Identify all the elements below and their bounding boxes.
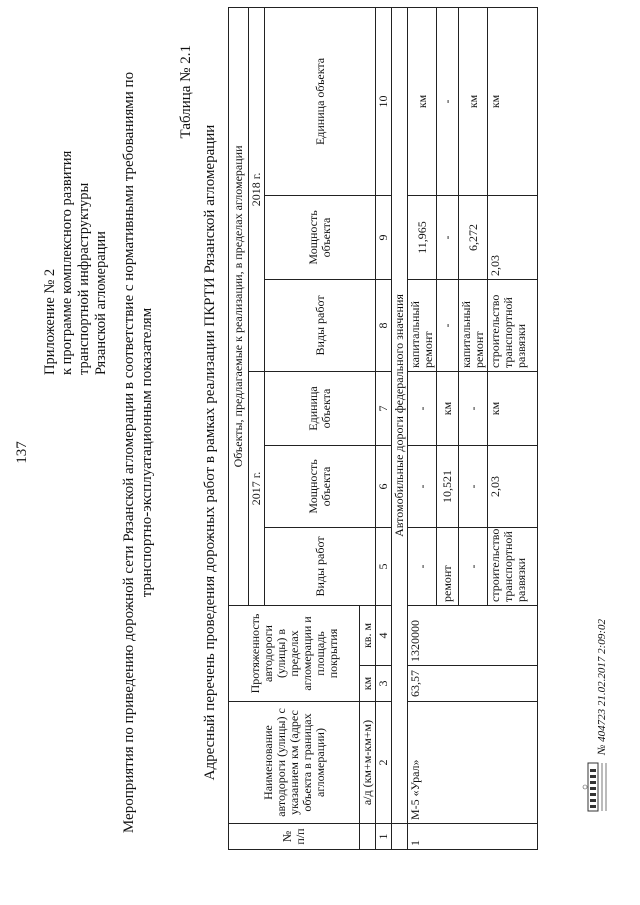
row-road-name: М-5 «Урал» xyxy=(408,702,538,824)
column-number: 9 xyxy=(376,195,392,279)
row-length-km: 63,57 xyxy=(408,666,538,702)
column-number: 1 xyxy=(376,824,392,850)
column-number: 8 xyxy=(376,279,392,371)
unit-2017: км xyxy=(437,371,459,445)
column-number: 3 xyxy=(376,666,392,702)
table-title: Адресный перечень проведения дорожных работ в рамках реализации ПКРТИ Рязанской агломерации xyxy=(202,124,218,781)
header-row-1 xyxy=(229,7,249,849)
table-number: Таблица № 2.1 xyxy=(178,45,194,139)
row-length-m2: 1320000 xyxy=(408,605,538,665)
work-type-2018: - xyxy=(437,279,459,371)
section-title: Автомобильные дороги федерального значения xyxy=(392,7,408,823)
appendix-line-1: Приложение № 2 xyxy=(42,268,58,375)
unit-2017: км xyxy=(488,371,538,445)
header-objects: Объекты, предлагаемые к реализации, в пределах агломерации xyxy=(229,7,249,605)
work-type-2017: ремонт xyxy=(437,527,459,605)
capacity-2018: - xyxy=(437,195,459,279)
header-year-2018: 2018 г. xyxy=(249,7,265,371)
capacity-2017: 10,521 xyxy=(437,445,459,527)
capacity-2018: 2,03 xyxy=(488,195,538,279)
header-road-name-sub: а/д (км+м-км+м) xyxy=(360,702,376,824)
header-work-type-2018: Виды работ xyxy=(265,279,376,371)
header-year-2017: 2017 г. xyxy=(249,371,265,605)
appendix-line-3: транспортной инфраструктуры xyxy=(76,182,92,375)
section-empty-cell xyxy=(392,824,408,850)
registration-stamp-icon xyxy=(582,757,616,817)
unit-2018: км xyxy=(488,7,538,195)
work-type-2018: капитальный ремонт xyxy=(408,279,437,371)
column-number: 7 xyxy=(376,371,392,445)
capacity-2018: 6,272 xyxy=(459,195,488,279)
unit-2018: км xyxy=(408,7,437,195)
unit-2018: - xyxy=(437,7,459,195)
page-number: 137 xyxy=(14,441,30,464)
appendix-line-2: к программе комплексного развития xyxy=(59,150,75,375)
column-numbers-row xyxy=(376,7,392,849)
column-number: 4 xyxy=(376,605,392,665)
capacity-2017: - xyxy=(459,445,488,527)
capacity-2017: 2,03 xyxy=(488,445,538,527)
header-capacity-2017: Мощность объекта xyxy=(265,445,376,527)
document-title-line-2: транспортно-эксплуатационным показателям xyxy=(139,307,155,598)
header-length: Протяженность автодороги (улицы) в пределах агломерации и площадь покрытия xyxy=(229,605,360,701)
road-works-table xyxy=(228,8,538,850)
table-row xyxy=(408,7,437,849)
unit-2017: - xyxy=(408,371,437,445)
header-work-type-2017: Виды работ xyxy=(265,527,376,605)
work-type-2017: строительство транспортной развязки xyxy=(488,527,538,605)
capacity-2017: - xyxy=(408,445,437,527)
work-type-2018: капитальный ремонт xyxy=(459,279,488,371)
header-unit-2017: Единица объекта xyxy=(265,371,376,445)
header-unit-2018: Единица объекта xyxy=(265,7,376,195)
document-registration-number: № 404723 21.02.2017 2:09:02 xyxy=(596,619,608,755)
document-title xyxy=(120,60,156,845)
header-empty xyxy=(360,824,376,850)
section-row xyxy=(392,7,408,849)
document-title-line-1: Мероприятия по приведению дорожной сети Рязанской агломерации в соответствие с нормативными требованиями по xyxy=(121,71,137,834)
appendix-line-4: Рязанской агломерации xyxy=(93,231,109,375)
column-number: 6 xyxy=(376,445,392,527)
capacity-2018: 11,965 xyxy=(408,195,437,279)
header-capacity-2018: Мощность объекта xyxy=(265,195,376,279)
header-length-km: км xyxy=(360,666,376,702)
header-length-m2: кв. м xyxy=(360,605,376,665)
column-number: 10 xyxy=(376,7,392,195)
work-type-2017: - xyxy=(459,527,488,605)
header-road-name: Наименование автодороги (улицы) с указанием км (адрес объекта в границах агломерации) xyxy=(229,702,360,824)
header-num: № п/п xyxy=(229,824,360,850)
unit-2018: км xyxy=(459,7,488,195)
column-number: 2 xyxy=(376,702,392,824)
work-type-2017: - xyxy=(408,527,437,605)
work-type-2018: строительство транспортной развязки xyxy=(488,279,538,371)
appendix-header xyxy=(42,5,110,375)
unit-2017: - xyxy=(459,371,488,445)
column-number: 5 xyxy=(376,527,392,605)
row-num: 1 xyxy=(408,824,538,850)
